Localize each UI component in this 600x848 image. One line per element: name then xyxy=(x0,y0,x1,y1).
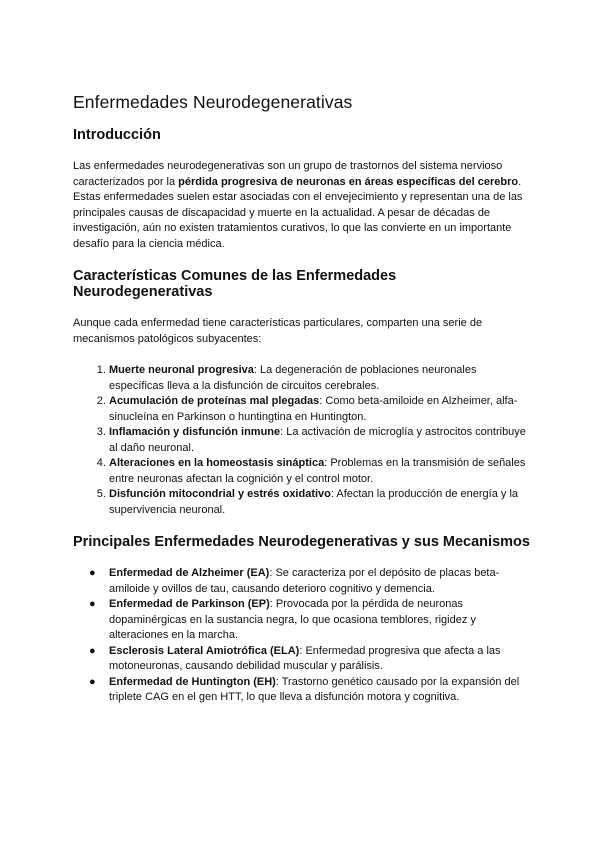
intro-heading: Introducción xyxy=(73,127,161,143)
list-item-text: : Como beta-amiloide en Alzheimer, alfa-sinucleína en Parkinson o huntingtina en Huntington. xyxy=(109,395,518,423)
list-item-title: Acumulación de proteínas mal plegadas xyxy=(109,395,320,407)
document-title: Enfermedades Neurodegenerativas xyxy=(73,92,353,112)
list-item xyxy=(89,597,533,644)
list-item-title: Enfermedad de Huntington (EH) xyxy=(109,675,276,688)
list-item xyxy=(109,363,533,394)
intro-text-bold: pérdida progresiva de neuronas en áreas específicas del cerebro xyxy=(178,175,519,188)
list-item-title: Enfermedad de Parkinson (EP) xyxy=(109,598,270,610)
diseases-heading: Principales Enfermedades Neurodegenerativas y sus Mecanismos xyxy=(73,534,530,550)
list-item-text: : Se caracteriza por el depósito de placas beta-amiloide y ovillos de tau, causando deterioro cognitivo y demencia. xyxy=(109,567,500,595)
diseases-list xyxy=(73,566,533,706)
intro-text-before: Las enfermedades neurodegenerativas son un grupo de trastornos del sistema nervioso caracterizados por la xyxy=(73,160,503,188)
list-item-title: Inflamación y disfunción inmune xyxy=(109,426,281,438)
bullet-icon: ● xyxy=(89,598,96,610)
list-item xyxy=(89,675,533,706)
list-item-title: Enfermedad de Alzheimer (EA) xyxy=(109,567,270,579)
characteristics-lead: Aunque cada enfermedad tiene características particulares, comparten una serie de mecanismos patológicos subyacentes: xyxy=(73,317,483,345)
list-item-title: Muerte neuronal progresiva xyxy=(109,364,254,376)
list-item-text: : Provocada por la pérdida de neuronas dopaminérgicas en la sustancia negra, lo que ocasiona temblores, rigidez y alteraciones en la marcha. xyxy=(109,598,476,641)
document-page xyxy=(73,92,533,706)
list-item-text: : Problemas en la transmisión de señales entre neuronas afectan la cognición y el control motor. xyxy=(109,457,526,485)
list-item-title: Alteraciones en la homeostasis sináptica xyxy=(109,457,325,469)
list-item-text: : La activación de microglía y astrocitos contribuye al daño neuronal. xyxy=(109,426,526,454)
bullet-icon: ● xyxy=(89,644,96,657)
list-item-text: : La degeneración de poblaciones neuronales específicas lleva a la disfunción de circuitos cerebrales. xyxy=(109,364,477,392)
bullet-icon: ● xyxy=(89,675,96,688)
list-item xyxy=(89,566,533,597)
list-item xyxy=(109,394,533,425)
list-item xyxy=(89,644,533,675)
list-item xyxy=(109,456,533,487)
list-item-title: Esclerosis Lateral Amiotrófica (ELA) xyxy=(109,644,300,657)
list-item-text: : Enfermedad progresiva que afecta a las motoneuronas, causando debilidad muscular y parálisis. xyxy=(109,644,501,672)
list-item-title: Disfunción mitocondrial y estrés oxidativo xyxy=(109,488,331,500)
characteristics-heading: Características Comunes de las Enfermedades Neurodegenerativas xyxy=(73,268,397,300)
intro-paragraph xyxy=(73,159,533,252)
list-item xyxy=(109,425,533,456)
characteristics-list xyxy=(73,363,533,518)
intro-text-after: . Estas enfermedades suelen estar asociadas con el envejecimiento y representan una de las principales causas de discapacidad y muerte en la actualidad. A pesar de décadas de investigación, aún no existen tratamientos curativos, lo que las convierte en un importante desafío para la ciencia médica. xyxy=(73,175,523,250)
list-item xyxy=(109,487,533,518)
list-item-text: : Trastorno genético causado por la expansión del triplete CAG en el gen HTT, lo que lleva a disfunción motora y cognitiva. xyxy=(109,675,520,703)
list-item-text: : Afectan la producción de energía y la supervivencia neuronal. xyxy=(109,488,519,516)
bullet-icon: ● xyxy=(89,567,96,579)
